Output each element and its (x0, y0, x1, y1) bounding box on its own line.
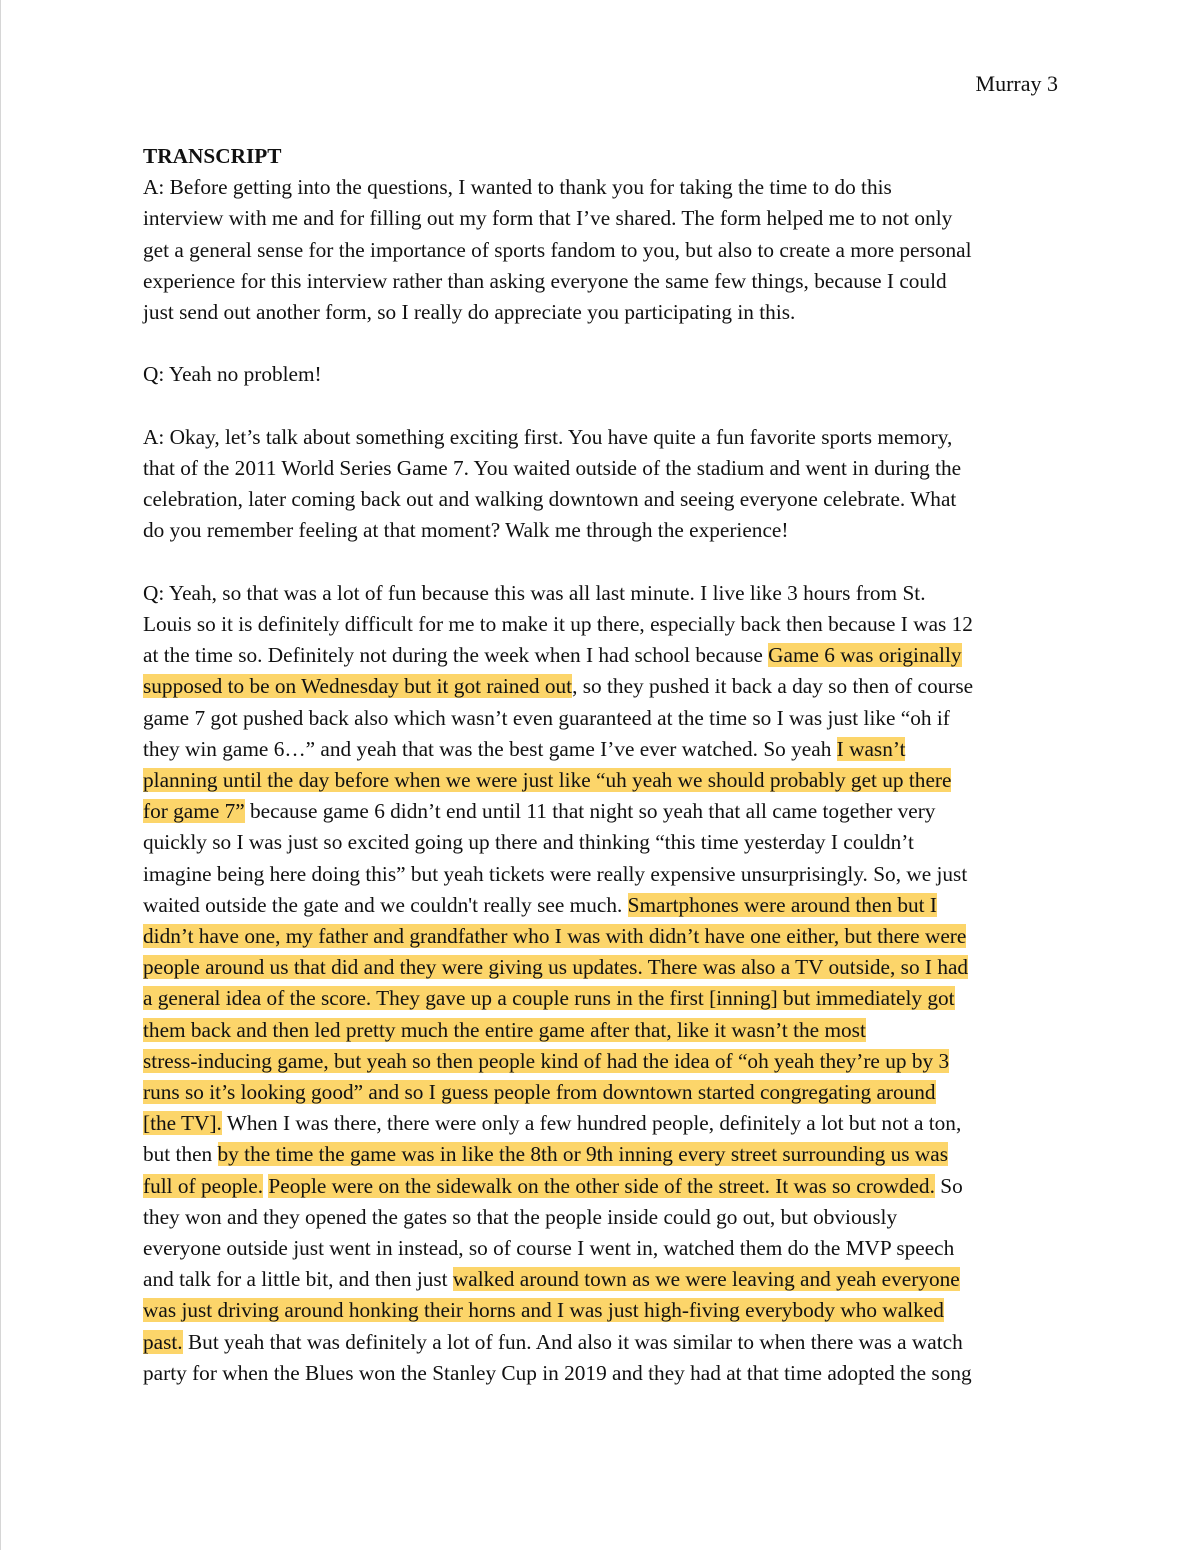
text-segment: everyone outside just went in instead, so of course I went in, watched them do the MVP speech (143, 1236, 955, 1261)
text-line (143, 1015, 1061, 1046)
transcript-title: TRANSCRIPT (143, 144, 282, 168)
text-segment: game 7 got pushed back also which wasn’t even guaranteed at the time so I was just like “oh if (143, 705, 950, 730)
text-segment: celebration, later coming back out and walking downtown and seeing everyone celebrate. What (143, 487, 957, 512)
text-line (143, 1264, 1061, 1295)
text-segment: Louis so it is definitely difficult for me to make it up there, especially back then because I was 12 (143, 612, 973, 636)
text-line (143, 235, 1061, 266)
text-line (143, 484, 1061, 515)
highlighted-text: past. (143, 1329, 183, 1354)
text-line (143, 983, 1061, 1014)
highlighted-text: didn’t have one, my father and grandfather who I was with didn’t have one either, but there were (143, 924, 967, 949)
text-line (143, 578, 1061, 609)
text-line (143, 1233, 1061, 1264)
text-segment: waited outside the gate and we couldn't really see much. (143, 892, 628, 917)
highlighted-text: full of people. (143, 1173, 264, 1198)
transcript-body (143, 141, 1061, 1420)
text-line (143, 734, 1061, 765)
highlighted-text: I wasn’t (836, 736, 906, 761)
transcript-paragraph (143, 422, 1061, 547)
text-line (143, 172, 1061, 203)
transcript-paragraph (143, 359, 1061, 390)
text-segment: When I was there, there were only a few hundred people, definitely a lot but not a ton, (221, 1111, 962, 1136)
text-line (143, 1358, 1061, 1389)
text-line (143, 422, 1061, 453)
text-segment: that of the 2011 World Series Game 7. You waited outside of the stadium and went in during the (143, 456, 962, 480)
text-line (143, 796, 1061, 827)
text-line (143, 609, 1061, 640)
highlighted-text: supposed to be on Wednesday but it got rained out (143, 674, 573, 699)
highlighted-text: planning until the day before when we were just like “uh yeah we should probably get up there (143, 768, 952, 793)
text-line (143, 952, 1061, 983)
text-line (143, 703, 1061, 734)
text-segment: they win game 6…” and yeah that was the best game I’ve ever watched. So yeah (143, 736, 837, 761)
text-segment: but then (143, 1142, 218, 1167)
highlighted-text: a general idea of the score. They gave up a couple runs in the first [inning] but immediately got (143, 986, 955, 1011)
paragraph-list (143, 172, 1061, 1389)
text-line (143, 890, 1061, 921)
text-line (143, 640, 1061, 671)
text-line (143, 266, 1061, 297)
highlighted-text: Game 6 was originally (768, 643, 962, 668)
text-line (143, 827, 1061, 858)
text-segment: interview with me and for filling out my form that I’ve shared. The form helped me to not only (143, 206, 953, 231)
highlighted-text: by the time the game was in like the 8th or 9th inning every street surrounding us was (217, 1142, 948, 1167)
text-segment: party for when the Blues won the Stanley Cup in 2019 and they had at that time adopted the song (143, 1360, 972, 1385)
text-segment: So (934, 1173, 963, 1198)
text-segment: But yeah that was definitely a lot of fun. And also it was similar to when there was a watch (182, 1329, 963, 1354)
text-segment: at the time so. Definitely not during the week when I had school because (143, 643, 769, 668)
highlighted-text: stress-inducing game, but yeah so then people kind of had the idea of “oh yeah they’re up by 3 (143, 1048, 950, 1073)
text-line (143, 1327, 1061, 1358)
text-line (143, 1171, 1061, 1202)
text-segment: experience for this interview rather than asking everyone the same few things, because I could (143, 268, 947, 293)
highlighted-text: was just driving around honking their horns and I was just high-fiving everybody who walked (143, 1298, 944, 1323)
text-line (143, 859, 1061, 890)
text-segment: do you remember feeling at that moment? Walk me through the experience! (143, 518, 789, 543)
text-line (143, 671, 1061, 702)
running-head: Murray 3 (975, 71, 1058, 96)
text-line (143, 203, 1061, 234)
text-segment: and talk for a little bit, and then just (143, 1267, 453, 1292)
text-line (143, 1295, 1061, 1326)
text-segment: just send out another form, so I really do appreciate you participating in this. (143, 300, 796, 325)
text-line (143, 453, 1061, 484)
highlighted-text: walked around town as we were leaving and yeah everyone (452, 1267, 960, 1292)
text-segment: A: Before getting into the questions, I wanted to thank you for taking the time to do this (143, 175, 892, 200)
text-line (143, 1202, 1061, 1233)
text-line (143, 1046, 1061, 1077)
transcript-paragraph (143, 578, 1061, 1389)
text-line (143, 765, 1061, 796)
highlighted-text: runs so it’s looking good” and so I guess people from downtown started congregating around (143, 1080, 936, 1105)
text-line (143, 297, 1061, 328)
text-line (143, 921, 1061, 952)
highlighted-text: for game 7” (143, 799, 245, 824)
text-line (143, 515, 1061, 546)
text-line (143, 1077, 1061, 1108)
highlighted-text: people around us that did and they were giving us updates. There was also a TV outside, so I had (143, 955, 969, 980)
text-line (143, 359, 1061, 390)
text-segment: get a general sense for the importance of sports fandom to you, but also to create a more personal (143, 237, 972, 262)
text-segment: imagine being here doing this” but yeah tickets were really expensive unsurprisingly. So, we just (143, 861, 968, 886)
text-line (143, 1108, 1061, 1139)
highlighted-text: Smartphones were around then but I (627, 892, 937, 917)
transcript-paragraph (143, 172, 1061, 328)
text-segment: quickly so I was just so excited going up there and thinking “this time yesterday I couldn’t (143, 830, 914, 855)
highlighted-text: People were on the sidewalk on the other side of the street. It was so crowded. (268, 1173, 935, 1198)
text-segment: because game 6 didn’t end until 11 that night so yeah that all came together very (244, 799, 936, 824)
text-segment: they won and they opened the gates so that the people inside could go out, but obviously (143, 1204, 898, 1229)
text-segment: , so they pushed it back a day so then of course (572, 674, 974, 699)
text-segment: Q: Yeah, so that was a lot of fun because this was all last minute. I live like 3 hours from St. (143, 580, 926, 605)
text-segment: A: Okay, let’s talk about something exciting first. You have quite a fun favorite sports memory, (143, 424, 953, 449)
highlighted-text: them back and then led pretty much the entire game after that, like it wasn’t the most (143, 1017, 866, 1042)
text-line (143, 1139, 1061, 1170)
highlighted-text: [the TV]. (143, 1111, 222, 1136)
text-segment: Q: Yeah no problem! (143, 362, 322, 387)
